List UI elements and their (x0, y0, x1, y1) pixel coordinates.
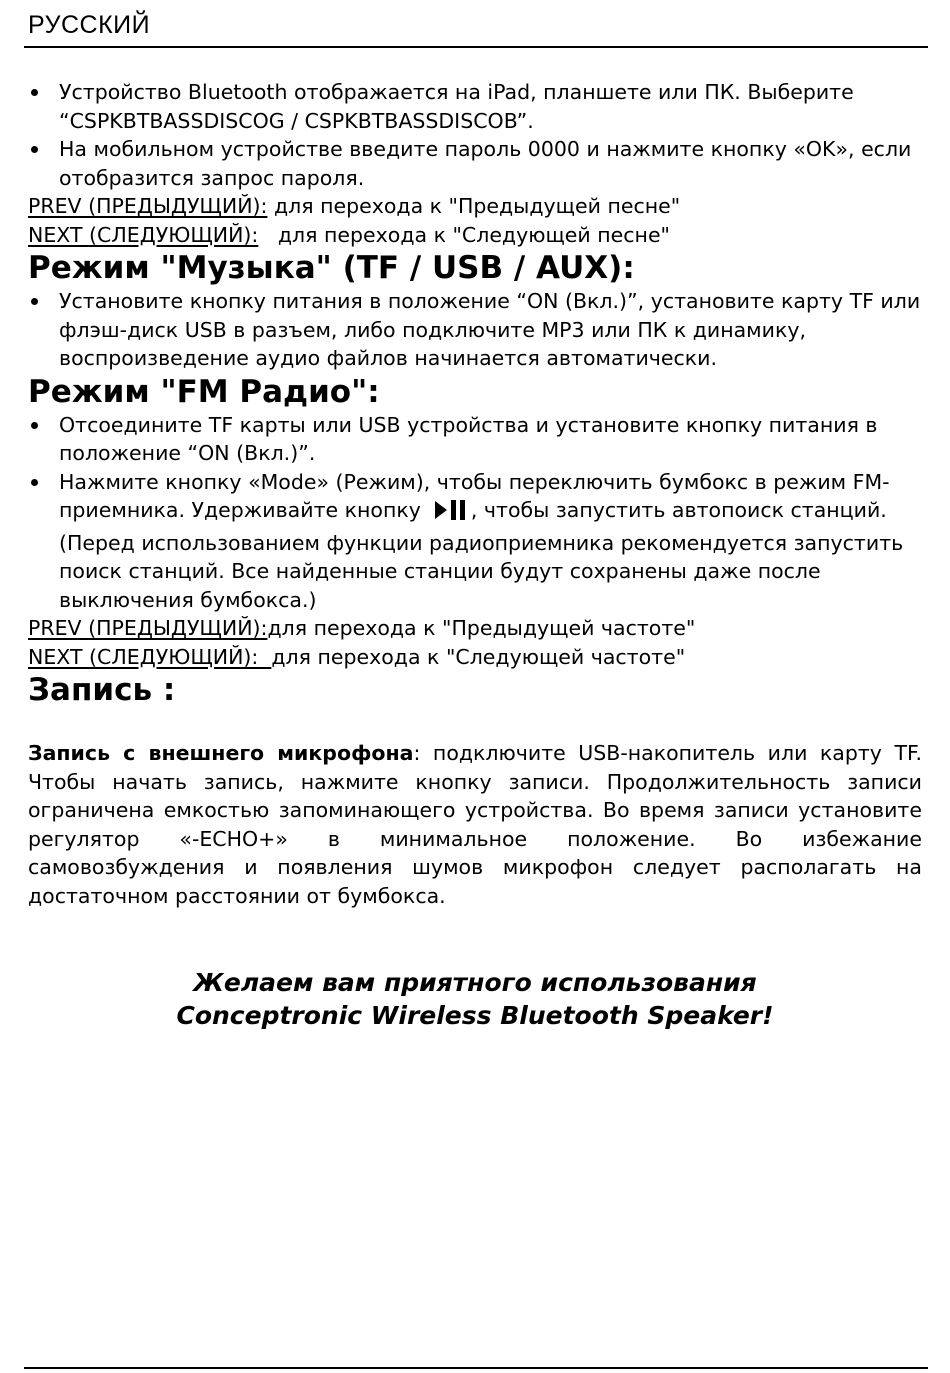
music-bullet-list (28, 287, 922, 373)
music-bullet: Установите кнопку питания в положение “ON (Вкл.)”, установите карту TF или флэш-диск USB в разъем, либо подключите MP3 или ПК к динамику, воспроизведение аудио файлов начинается автоматически. (28, 287, 922, 373)
closing-message (28, 966, 922, 1032)
fm-bullet-disconnect: Отсоедините TF карты или USB устройства и установите кнопку питания в положение “ON (Вкл.)”. (28, 411, 922, 468)
bluetooth-bullet-list (28, 78, 922, 192)
fm-prev-key: PREV (ПРЕДЫДУЩИЙ): (28, 616, 268, 640)
bluetooth-next-line (28, 221, 922, 250)
fm-prev-line (28, 614, 922, 643)
fm-bullet-mode-text-before: Нажмите кнопку «Mode» (Режим), чтобы переключить бумбокс в режим FM-приемника. Удерживайте кнопку (59, 469, 890, 522)
record-body: : подключите USB-накопитель или карту TF. Чтобы начать запись, нажмите кнопку записи. Продолжительность записи ограничена емкостью запоминающего устройства. Во время записи установите регулятор «-ECHO+» в минимальное положение. Во избежание самовозбуждения и появления шумов микрофон следует располагать на достаточном расстоянии от бумбокса. (28, 741, 922, 908)
fm-next-text: для перехода к "Следующей частоте" (271, 644, 686, 669)
fm-prev-text: для перехода к "Предыдущей частоте" (267, 616, 696, 640)
fm-bullet-mode (28, 468, 922, 615)
fm-mode-heading: Режим "FM Радио": (28, 373, 380, 410)
closing-line-1: Желаем вам приятного использования (193, 968, 757, 997)
bluetooth-next-key: NEXT (СЛЕДУЮЩИЙ): (28, 222, 259, 247)
bluetooth-prev-key: PREV (ПРЕДЫДУЩИЙ): (28, 194, 268, 218)
page-content (28, 78, 922, 1032)
closing-line-2: Conceptronic Wireless Bluetooth Speaker! (176, 1001, 774, 1030)
bluetooth-bullet-password: На мобильном устройстве введите пароль 0000 и нажмите кнопку «OK», если отобразится запрос пароля. (28, 135, 922, 192)
play-pause-icon (433, 499, 467, 529)
bluetooth-next-text: для перехода к "Следующей песне" (258, 222, 670, 247)
bluetooth-prev-line (28, 192, 922, 221)
fm-next-line (28, 643, 922, 672)
music-mode-heading: Режим "Музыка" (TF / USB / AUX): (28, 250, 635, 286)
record-paragraph (28, 739, 922, 910)
header-divider (24, 46, 928, 48)
bluetooth-bullet-device: Устройство Bluetooth отображается на iPad, планшете или ПК. Выберите “CSPKBTBASSDISCOG / CSPKBTBASSDISCOB”. (28, 78, 922, 135)
record-heading: Запись : (28, 672, 176, 708)
record-lead: Запись с внешнего микрофона (28, 741, 414, 765)
fm-next-key: NEXT (СЛЕДУЮЩИЙ): (28, 644, 272, 669)
page-language-header: РУССКИЙ (28, 11, 151, 39)
footer-divider (24, 1367, 928, 1369)
fm-bullet-list (28, 411, 922, 615)
bluetooth-prev-text: для перехода к "Предыдущей песне" (267, 194, 681, 218)
fm-bullet-mode-text-after: , чтобы запустить автопоиск станций. (Перед использованием функции радиоприемника рекомендуется запустить поиск станций. Все найденные станции будут сохранены даже после выключения бумбокса.) (59, 498, 904, 612)
